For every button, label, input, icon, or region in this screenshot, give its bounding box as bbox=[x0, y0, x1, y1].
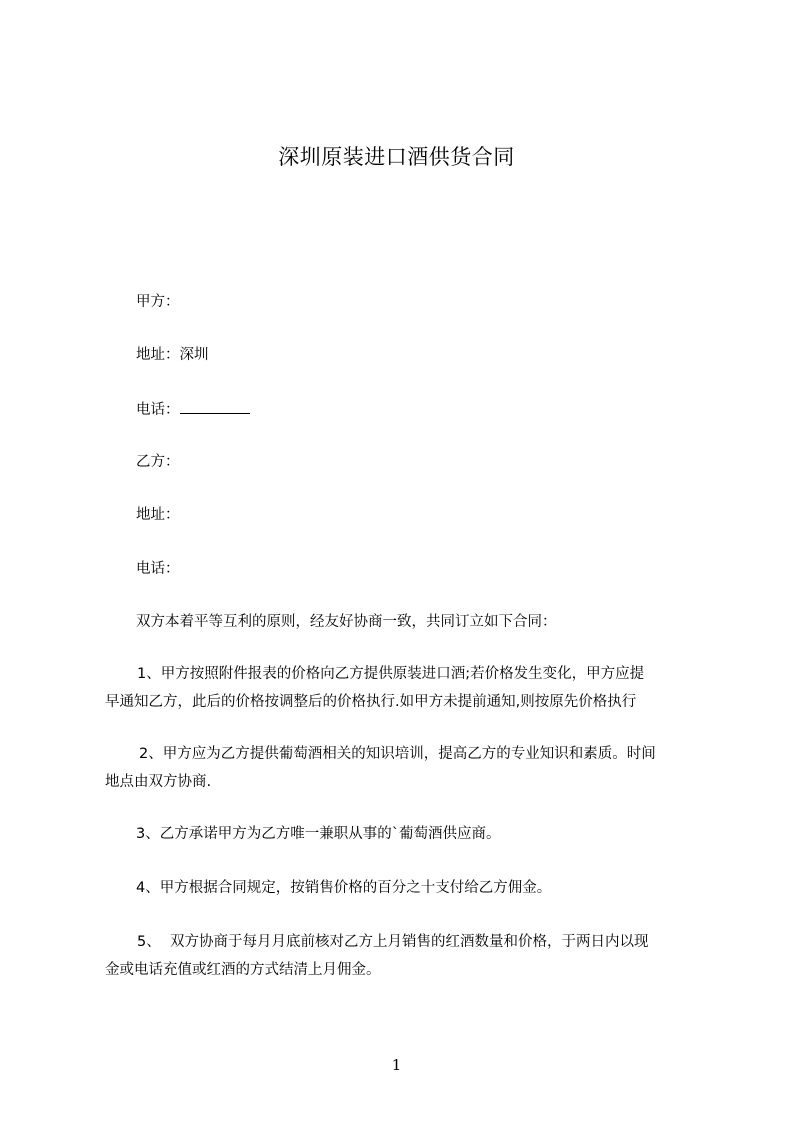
clause-5-line-2: 金或电话充值或红酒的方式结清上月佣金。 bbox=[105, 962, 381, 978]
clause-1-line-1: 1、甲方按照附件报表的价格向乙方提供原装进口酒;若价格发生变化，甲方应提 bbox=[137, 666, 645, 682]
clause-4-line-1: 4、甲方根据合同规定，按销售价格的百分之十支付给乙方佣金。 bbox=[136, 880, 552, 896]
clause-1-line-2: 早通知乙方，此后的价格按调整后的价格执行.如甲方未提前通知,则按原先价格执行 bbox=[105, 694, 637, 710]
clause-2-line-2: 地点由双方协商. bbox=[105, 774, 212, 790]
clause-3-line-1: 3、乙方承诺甲方为乙方唯一兼职从事的`葡萄酒供应商。 bbox=[136, 826, 501, 842]
party-a-label: 甲方： bbox=[136, 294, 180, 310]
clause-2-line-1: 2、甲方应为乙方提供葡萄酒相关的知识培训，提高乙方的专业知识和素质。时间 bbox=[139, 746, 656, 762]
clause-1 bbox=[105, 660, 705, 716]
party-b-address-line bbox=[136, 505, 180, 525]
party-a-line bbox=[136, 292, 180, 312]
party-b-address-label: 地址： bbox=[136, 507, 180, 523]
party-a-phone-label: 电话： bbox=[136, 402, 180, 418]
clause-4 bbox=[105, 874, 705, 902]
party-a-phone-line bbox=[136, 399, 250, 420]
party-b-label: 乙方： bbox=[136, 454, 180, 470]
party-a-address-label: 地址： bbox=[136, 347, 180, 363]
party-b-phone-label: 电话： bbox=[136, 561, 180, 577]
party-a-phone-blank bbox=[180, 399, 250, 414]
party-b-line bbox=[136, 452, 180, 472]
party-a-address-line bbox=[136, 345, 209, 365]
party-a-address-value: 深圳 bbox=[179, 347, 209, 363]
document-title: 深圳原装进口酒供货合同 bbox=[278, 145, 515, 169]
intro-paragraph: 双方本着平等互利的原则，经友好协商一致，共同订立如下合同： bbox=[136, 614, 557, 630]
clause-5 bbox=[105, 928, 705, 984]
page-number: 1 bbox=[391, 1056, 402, 1074]
party-b-phone-line bbox=[136, 559, 180, 579]
clause-2 bbox=[105, 740, 705, 796]
clause-3 bbox=[105, 820, 705, 848]
clause-5-line-1: 5、 双方协商于每月月底前核对乙方上月销售的红酒数量和价格，于两日内以现 bbox=[137, 934, 649, 950]
